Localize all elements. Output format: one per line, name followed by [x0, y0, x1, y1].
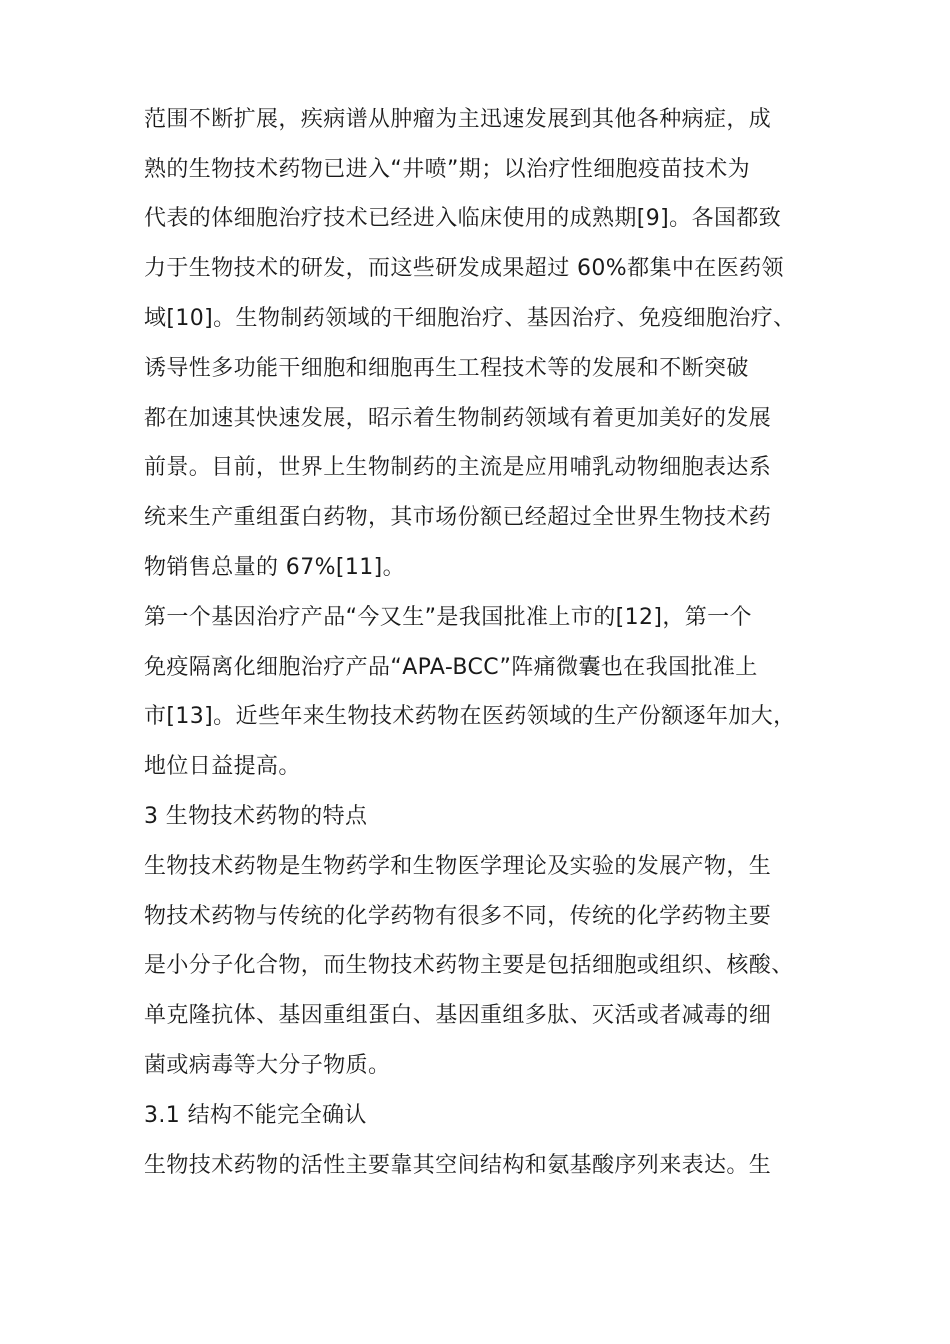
text-line: 地位日益提高。 [144, 754, 301, 779]
text-line: 范围不断扩展，疾病谱从肿瘤为主迅速发展到其他各种病症，成 [144, 107, 772, 132]
subsection-heading: 3.1 结构不能完全确认 [144, 1103, 367, 1128]
text-line: 第一个基因治疗产品“今又生”是我国批准上市的[12]，第一个 [144, 605, 752, 630]
text-line: 市[13]。近些年来生物技术药物在医药领域的生产份额逐年加大， [144, 704, 796, 729]
text-line: 熟的生物技术药物已进入“井喷”期；以治疗性细胞疫苗技术为 [144, 157, 750, 182]
text-line: 免疫隔离化细胞治疗产品“APA-BCC”阵痛微囊也在我国批准上 [144, 655, 758, 680]
text-line: 力于生物技术的研发，而这些研发成果超过 60%都集中在医药领 [144, 256, 784, 281]
text-line: 代表的体细胞治疗技术已经进入临床使用的成熟期[9]。各国都致 [144, 206, 782, 231]
text-line: 单克隆抗体、基因重组蛋白、基因重组多肽、灭活或者减毒的细 [144, 1003, 772, 1028]
text-line: 物销售总量的 67%[11]。 [144, 555, 406, 580]
text-line: 都在加速其快速发展，昭示着生物制药领域有着更加美好的发展 [144, 406, 772, 431]
section-heading: 3 生物技术药物的特点 [144, 804, 368, 829]
text-line: 统来生产重组蛋白药物，其市场份额已经超过全世界生物技术药 [144, 505, 772, 530]
text-line: 前景。目前，世界上生物制药的主流是应用哺乳动物细胞表达系 [144, 455, 772, 480]
text-line: 物技术药物与传统的化学药物有很多不同，传统的化学药物主要 [144, 904, 772, 929]
text-line: 诱导性多功能干细胞和细胞再生工程技术等的发展和不断突破 [144, 356, 749, 381]
text-line: 域[10]。生物制药领域的干细胞治疗、基因治疗、免疫细胞治疗、 [144, 306, 796, 331]
text-line: 生物技术药物的活性主要靠其空间结构和氨基酸序列来表达。生 [144, 1153, 772, 1178]
text-line: 是小分子化合物，而生物技术药物主要是包括细胞或组织、核酸、 [144, 953, 794, 978]
text-line: 生物技术药物是生物药学和生物医学理论及实验的发展产物，生 [144, 854, 772, 879]
text-line: 菌或病毒等大分子物质。 [144, 1053, 391, 1078]
